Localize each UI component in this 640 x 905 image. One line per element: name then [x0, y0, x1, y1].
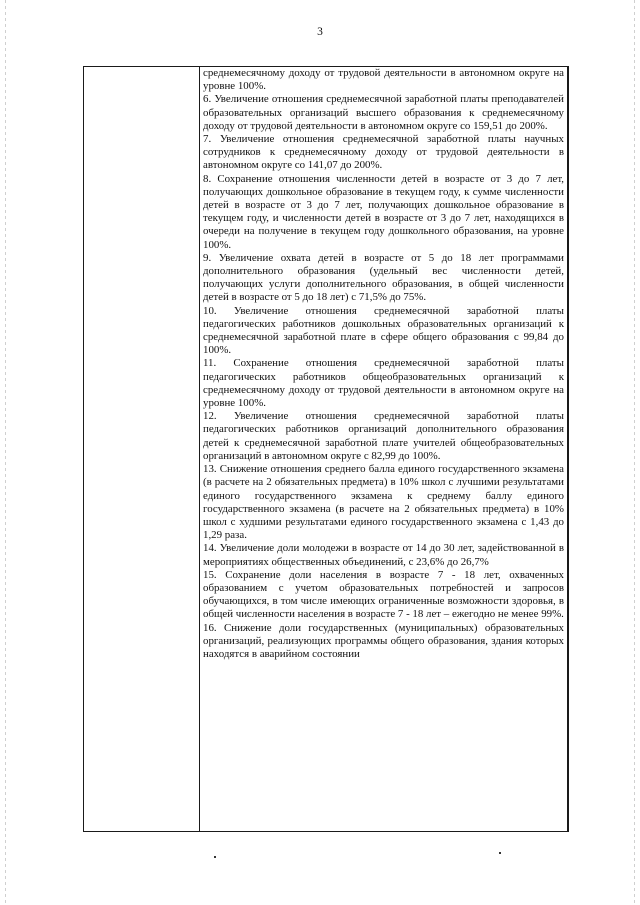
indicator-item: 16. Снижение доли государственных (муниципальных) образовательных организаций, реализующих программы общего образования, здания которых находятся в аварийном состоянии	[203, 621, 564, 660]
indicator-item: 7. Увеличение отношения среднемесячной заработной платы научных сотрудников к среднемесячному доходу от трудовой деятельности в автономном округе со 141,07 до 200%.	[203, 133, 564, 172]
scan-edge-left	[5, 0, 6, 905]
indicators-cell	[203, 67, 564, 661]
indicator-item: среднемесячному доходу от трудовой деятельности в автономном округе на уровне 100%.	[203, 67, 564, 93]
scan-edge-right	[634, 0, 635, 905]
indicator-item: 12. Увеличение отношения среднемесячной заработной платы педагогических работников организаций дополнительного образования детей к среднемесячной заработной плате учителей общеобразовательных организаций в автономном округе с 82,99 до 100%.	[203, 410, 564, 462]
column-divider	[199, 67, 200, 831]
indicators-table	[83, 66, 569, 832]
indicator-item: 8. Сохранение отношения численности детей в возрасте от 3 до 7 лет, получающих дошкольное образование в текущем году, к сумме численности детей в возрасте от 3 до 7 лет, получающих дошкольное образование в текущем году, и численности детей в возрасте от 3 до 7 лет, находящихся в очереди на получение в текущем году дошкольного образования, на уровне 100%.	[203, 172, 564, 251]
indicator-item: 6. Увеличение отношения среднемесячной заработной платы преподавателей образовательных организаций высшего образования к среднемесячному доходу от трудовой деятельности в автономном округе со 159,51 до 200%.	[203, 93, 564, 132]
scan-speck	[214, 856, 216, 858]
indicator-item: 11. Сохранение отношения среднемесячной заработной платы педагогических работников общеобразовательных организаций к среднемесячному доходу от трудовой деятельности в автономном округе на уровне 100%.	[203, 357, 564, 410]
scan-speck	[499, 852, 501, 854]
indicator-item: 9. Увеличение охвата детей в возрасте от 5 до 18 лет программами дополнительного образования (удельный вес численности детей, получающих услуги дополнительного образования, в общей численности детей в возрасте от 5 до 18 лет) с 71,5% до 75%.	[203, 251, 564, 304]
indicator-item: 15. Сохранение доли населения в возрасте 7 - 18 лет, охваченных образованием с учетом образовательных потребностей и запросов обучающихся, в том числе имеющих ограниченные возможности здоровья, в общей численности населения в возрасте 7 - 18 лет – ежегодно не менее 99%.	[203, 568, 564, 621]
indicator-item: 14. Увеличение доли молодежи в возрасте от 14 до 30 лет, задействованной в мероприятиях общественных объединений, с 23,6% до 26,7%	[203, 542, 564, 568]
indicator-item: 10. Увеличение отношения среднемесячной заработной платы педагогических работников дошкольных образовательных организаций к среднемесячной заработной плате в сфере общего образования с 99,84 до 100%.	[203, 304, 564, 357]
indicator-item: 13. Снижение отношения среднего балла единого государственного экзамена (в расчете на 2 обязательных предмета) в 10% школ с лучшими результатами единого государственного экзамена к среднему баллу единого государственного экзамена (в расчете на 2 обязательных предмета) в 10% школ с худшими результатами единого государственного экзамена с 1,43 до 1,29 раза.	[203, 463, 564, 542]
page-number: 3	[317, 26, 323, 38]
